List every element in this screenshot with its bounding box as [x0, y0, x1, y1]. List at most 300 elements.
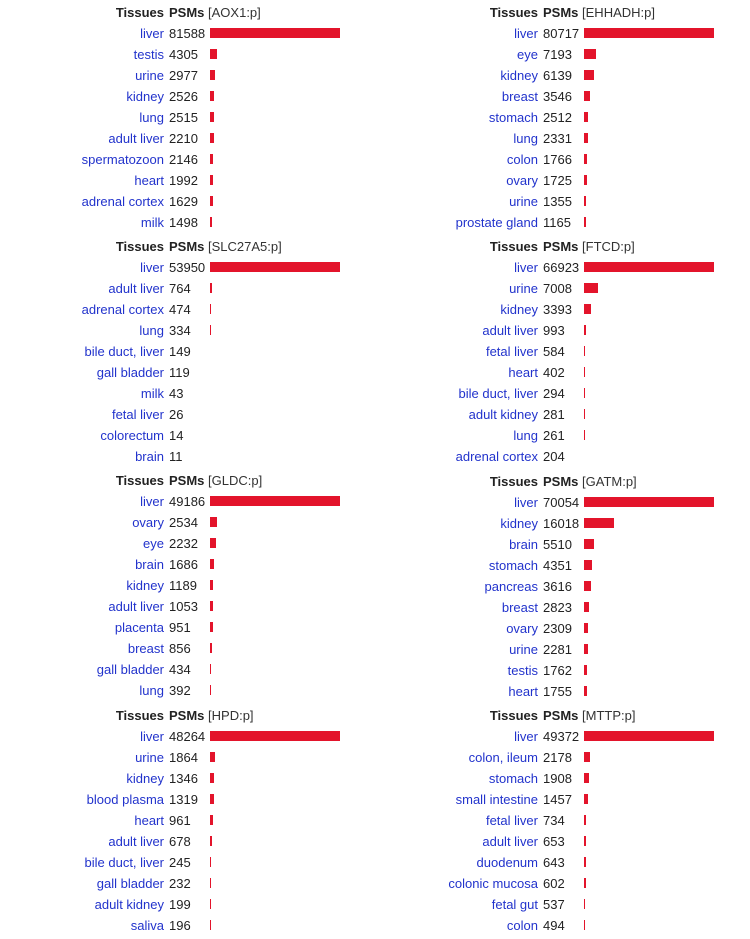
psm-bar [584, 367, 585, 377]
psms-header [169, 470, 262, 491]
psms-header [543, 705, 635, 726]
psm-bar [584, 815, 586, 825]
table-row [374, 44, 734, 65]
psm-bar [210, 91, 214, 101]
table-row [374, 425, 734, 446]
table-row [374, 383, 734, 404]
psm-panel [374, 705, 734, 939]
psm-count: 1992 [169, 173, 198, 188]
psm-count: 3546 [543, 89, 572, 104]
table-row [374, 492, 734, 513]
psm-bar [584, 623, 588, 633]
psm-bar [210, 112, 214, 122]
psm-count: 7193 [543, 47, 572, 62]
psm-count: 1498 [169, 215, 198, 230]
tissue-link[interactable]: ovary [506, 173, 538, 188]
tissue-link[interactable]: stomach [488, 558, 538, 573]
table-row [0, 554, 360, 575]
tissue-link[interactable]: eye [517, 47, 538, 62]
tissue-link[interactable]: placenta [114, 620, 164, 635]
tissue-link[interactable]: adult liver [482, 323, 538, 338]
psm-count: 70054 [543, 495, 580, 510]
tissue-link[interactable]: urine [135, 750, 164, 765]
tissue-link[interactable]: kidney [500, 516, 538, 531]
tissue-link[interactable]: milk [140, 386, 164, 401]
psm-count: 643 [543, 855, 565, 870]
psm-bar [210, 28, 340, 38]
tissue-link[interactable]: liver [514, 729, 538, 744]
psm-panel [374, 236, 734, 470]
table-row [374, 789, 734, 810]
psm-bar [210, 133, 214, 143]
psm-bar [210, 857, 211, 867]
table-row [0, 425, 360, 446]
tissue-link[interactable]: adult kidney [94, 897, 164, 912]
psm-count: 232 [169, 876, 191, 891]
tissue-link[interactable]: blood plasma [86, 792, 164, 807]
tissue-link[interactable]: gall bladder [96, 365, 164, 380]
tissue-link[interactable]: ovary [506, 621, 538, 636]
psm-bar [210, 196, 213, 206]
tissue-link[interactable]: brain [509, 537, 538, 552]
tissue-link[interactable]: liver [140, 494, 164, 509]
psm-bar [210, 175, 213, 185]
psm-bar [210, 836, 212, 846]
psm-bar [584, 518, 614, 528]
tissues-header: Tissues [115, 5, 164, 20]
psm-bar [210, 899, 211, 909]
table-row [0, 362, 360, 383]
psm-count: 474 [169, 302, 191, 317]
psm-bar [584, 836, 586, 846]
tissue-link[interactable]: colon, ileum [468, 750, 538, 765]
psm-count: 434 [169, 662, 191, 677]
table-row [0, 894, 360, 915]
tissue-link[interactable]: eye [143, 536, 164, 551]
table-row [0, 404, 360, 425]
tissue-link[interactable]: pancreas [484, 579, 538, 594]
psm-bar [210, 559, 214, 569]
table-row [374, 639, 734, 660]
psm-count: 3393 [543, 302, 572, 317]
psm-bar [584, 920, 585, 930]
tissue-link[interactable]: adrenal cortex [81, 302, 164, 317]
table-row [0, 852, 360, 873]
psm-count: 2309 [543, 621, 572, 636]
psm-count: 1686 [169, 557, 198, 572]
tissue-link[interactable]: duodenum [476, 855, 538, 870]
tissue-link[interactable]: bile duct, liver [458, 386, 538, 401]
psm-bar [210, 752, 215, 762]
gene-label: [FTCD:p] [578, 239, 635, 254]
table-row [374, 446, 734, 467]
tissue-link[interactable]: urine [509, 281, 538, 296]
psm-bar [210, 815, 213, 825]
psms-header [543, 2, 655, 23]
table-row [374, 212, 734, 233]
table-row [374, 726, 734, 747]
tissue-link[interactable]: lung [513, 131, 538, 146]
psm-count: 53950 [169, 260, 206, 275]
tissue-link[interactable]: heart [134, 173, 164, 188]
table-row [0, 65, 360, 86]
psm-bar [584, 325, 586, 335]
psm-bar [584, 581, 591, 591]
tissue-link[interactable]: urine [135, 68, 164, 83]
psm-count: 392 [169, 683, 191, 698]
psm-panel [374, 2, 734, 236]
psms-header [169, 236, 282, 257]
table-row [0, 383, 360, 404]
tissue-link[interactable]: breast [501, 600, 538, 615]
psm-bar [210, 794, 214, 804]
table-row [0, 747, 360, 768]
psm-panel [0, 236, 360, 470]
psm-count: 2210 [169, 131, 198, 146]
psm-count: 199 [169, 897, 191, 912]
table-row [374, 513, 734, 534]
psm-count: 1457 [543, 792, 572, 807]
table-row [0, 575, 360, 596]
psm-bar [210, 538, 216, 548]
tissue-link[interactable]: liver [140, 260, 164, 275]
psm-count: 856 [169, 641, 191, 656]
psm-count: 584 [543, 344, 565, 359]
tissue-link[interactable]: spermatozoon [81, 152, 164, 167]
psm-bar [584, 878, 586, 888]
psm-count: 2281 [543, 642, 572, 657]
table-row [374, 618, 734, 639]
table-row [0, 446, 360, 467]
table-row [0, 23, 360, 44]
psm-bar [584, 175, 587, 185]
psm-bar [210, 643, 212, 653]
psm-panel [374, 471, 734, 705]
tissue-link[interactable]: lung [139, 110, 164, 125]
table-row [0, 170, 360, 191]
psm-bar [584, 388, 585, 398]
psm-bar [210, 496, 340, 506]
psm-count: 245 [169, 855, 191, 870]
gene-label: [SLC27A5:p] [204, 239, 282, 254]
tissue-link[interactable]: colon [506, 152, 538, 167]
psm-bar [584, 560, 592, 570]
tissue-link[interactable]: bile duct, liver [84, 344, 164, 359]
psms-label: PSMs [543, 5, 579, 20]
table-row [0, 617, 360, 638]
psms-header [169, 2, 261, 23]
psm-count: 537 [543, 897, 565, 912]
table-row [374, 852, 734, 873]
tissue-link[interactable]: liver [514, 260, 538, 275]
table-row [374, 831, 734, 852]
psms-header [543, 236, 635, 257]
psm-count: 2512 [543, 110, 572, 125]
psm-count: 66923 [543, 260, 580, 275]
tissue-link[interactable]: stomach [488, 110, 538, 125]
psm-count: 764 [169, 281, 191, 296]
tissue-link[interactable]: heart [508, 684, 538, 699]
tissue-link[interactable]: ovary [132, 515, 164, 530]
table-row [374, 576, 734, 597]
psm-count: 1346 [169, 771, 198, 786]
tissue-link[interactable]: lung [513, 428, 538, 443]
tissue-link[interactable]: breast [501, 89, 538, 104]
psm-bar [210, 920, 211, 930]
tissue-link[interactable]: adult liver [108, 281, 164, 296]
table-row [0, 638, 360, 659]
psm-count: 1319 [169, 792, 198, 807]
tissue-link[interactable]: liver [140, 26, 164, 41]
table-row [0, 278, 360, 299]
gene-label: [AOX1:p] [204, 5, 261, 20]
tissue-link[interactable]: adrenal cortex [455, 449, 538, 464]
table-row [0, 212, 360, 233]
tissue-link[interactable]: gall bladder [96, 662, 164, 677]
tissue-link[interactable]: kidney [126, 578, 164, 593]
psm-bar [584, 112, 588, 122]
tissues-header: Tissues [115, 473, 164, 488]
psm-bar [210, 304, 211, 314]
tissue-link[interactable]: kidney [500, 302, 538, 317]
tissue-link[interactable]: adult kidney [468, 407, 538, 422]
psm-bar [584, 346, 585, 356]
tissue-link[interactable]: kidney [126, 89, 164, 104]
psm-bar [584, 49, 596, 59]
gene-label: [GLDC:p] [204, 473, 263, 488]
psm-bar [584, 430, 585, 440]
psm-count: 281 [543, 407, 565, 422]
psm-bar [584, 644, 588, 654]
tissue-link[interactable]: adult liver [108, 599, 164, 614]
tissue-link[interactable]: heart [508, 365, 538, 380]
psm-panel [0, 470, 360, 704]
psm-count: 2331 [543, 131, 572, 146]
tissue-link[interactable]: stomach [488, 771, 538, 786]
table-row [374, 341, 734, 362]
tissue-link[interactable]: colon [506, 918, 538, 933]
psm-count: 653 [543, 834, 565, 849]
tissue-link[interactable]: urine [509, 194, 538, 209]
tissue-link[interactable]: fetal gut [491, 897, 538, 912]
psms-label: PSMs [169, 5, 205, 20]
table-row [374, 915, 734, 936]
psm-count: 3616 [543, 579, 572, 594]
table-row [374, 191, 734, 212]
tissue-link[interactable]: milk [140, 215, 164, 230]
psm-bar [584, 91, 590, 101]
tissue-link[interactable]: adult liver [108, 834, 164, 849]
psm-count: 2146 [169, 152, 198, 167]
psm-bar [210, 580, 213, 590]
psm-count: 1864 [169, 750, 198, 765]
psm-count: 261 [543, 428, 565, 443]
psm-count: 734 [543, 813, 565, 828]
tissue-link[interactable]: brain [135, 449, 164, 464]
psm-count: 294 [543, 386, 565, 401]
table-row [374, 278, 734, 299]
psm-count: 4351 [543, 558, 572, 573]
table-row [0, 128, 360, 149]
psm-count: 2823 [543, 600, 572, 615]
tissue-link[interactable]: lung [139, 323, 164, 338]
psm-bar [584, 409, 585, 419]
tissue-link[interactable]: prostate gland [455, 215, 538, 230]
gene-label: [HPD:p] [204, 708, 254, 723]
tissues-header: Tissues [489, 708, 538, 723]
psm-bar [584, 133, 588, 143]
psm-bar [210, 70, 215, 80]
tissue-link[interactable]: adrenal cortex [81, 194, 164, 209]
psm-bar [584, 794, 588, 804]
psm-count: 2977 [169, 68, 198, 83]
psm-count: 16018 [543, 516, 580, 531]
psm-count: 49372 [543, 729, 580, 744]
psm-count: 1766 [543, 152, 572, 167]
psm-count: 1355 [543, 194, 572, 209]
psms-label: PSMs [169, 708, 205, 723]
table-row [374, 534, 734, 555]
table-row [374, 149, 734, 170]
psm-count: 1762 [543, 663, 572, 678]
tissue-link[interactable]: saliva [130, 918, 164, 933]
psms-header [543, 471, 637, 492]
psm-count: 5510 [543, 537, 572, 552]
psm-bar [584, 283, 598, 293]
psm-count: 2232 [169, 536, 198, 551]
psms-header [169, 705, 254, 726]
table-row [0, 726, 360, 747]
table-row [0, 789, 360, 810]
table-row [0, 512, 360, 533]
table-row [0, 299, 360, 320]
tissue-link[interactable]: testis [133, 47, 164, 62]
table-row [374, 320, 734, 341]
psm-count: 204 [543, 449, 565, 464]
table-row [374, 810, 734, 831]
psm-count: 1629 [169, 194, 198, 209]
psm-count: 26 [169, 407, 184, 422]
table-row [0, 810, 360, 831]
psm-panel [0, 705, 360, 939]
psm-count: 402 [543, 365, 565, 380]
tissue-link[interactable]: liver [514, 495, 538, 510]
tissues-header: Tissues [115, 239, 164, 254]
psm-bar [210, 664, 211, 674]
psm-bar [584, 731, 714, 741]
table-row [374, 65, 734, 86]
psm-bar [584, 70, 594, 80]
psm-count: 196 [169, 918, 191, 933]
psm-bar [584, 686, 587, 696]
table-row [374, 170, 734, 191]
table-row [0, 768, 360, 789]
psm-bar [584, 28, 714, 38]
tissue-link[interactable]: liver [140, 729, 164, 744]
tissue-link[interactable]: brain [135, 557, 164, 572]
psm-bar [210, 685, 211, 695]
psm-count: 80717 [543, 26, 580, 41]
psm-count: 1908 [543, 771, 572, 786]
psm-count: 2178 [543, 750, 572, 765]
psm-count: 49186 [169, 494, 206, 509]
tissue-link[interactable]: adult liver [108, 131, 164, 146]
tissue-link[interactable]: small intestine [455, 792, 538, 807]
tissue-link[interactable]: lung [139, 683, 164, 698]
table-row [0, 491, 360, 512]
table-row [374, 555, 734, 576]
table-row [374, 894, 734, 915]
tissue-link[interactable]: colonic mucosa [448, 876, 538, 891]
tissue-link[interactable]: fetal liver [485, 813, 538, 828]
tissue-link[interactable]: fetal liver [111, 407, 164, 422]
tissue-link[interactable]: bile duct, liver [84, 855, 164, 870]
psm-count: 494 [543, 918, 565, 933]
psm-bar [210, 622, 213, 632]
tissue-link[interactable]: colorectum [100, 428, 164, 443]
table-row [374, 681, 734, 702]
psm-bar [210, 601, 213, 611]
psm-bar [584, 857, 586, 867]
psm-count: 149 [169, 344, 191, 359]
tissue-link[interactable]: fetal liver [485, 344, 538, 359]
psm-count: 1165 [543, 215, 571, 230]
psm-bar [584, 752, 590, 762]
psm-count: 602 [543, 876, 565, 891]
tissue-link[interactable]: heart [134, 813, 164, 828]
table-row [0, 86, 360, 107]
tissue-link[interactable]: adult liver [482, 834, 538, 849]
table-row [374, 660, 734, 681]
psm-count: 14 [169, 428, 184, 443]
psm-bar [584, 539, 594, 549]
psm-bar [210, 773, 214, 783]
psm-count: 334 [169, 323, 191, 338]
psm-count: 2515 [169, 110, 198, 125]
tissues-header: Tissues [489, 474, 538, 489]
table-row [374, 107, 734, 128]
tissues-header: Tissues [489, 239, 538, 254]
psm-bar [584, 262, 714, 272]
tissue-link[interactable]: kidney [126, 771, 164, 786]
table-row [0, 680, 360, 701]
psm-count: 1725 [543, 173, 572, 188]
table-row [374, 86, 734, 107]
psm-bar [210, 49, 217, 59]
tissue-link[interactable]: urine [509, 642, 538, 657]
table-row [374, 747, 734, 768]
table-row [0, 873, 360, 894]
tissue-link[interactable]: gall bladder [96, 876, 164, 891]
tissue-link[interactable]: kidney [500, 68, 538, 83]
tissue-link[interactable]: testis [507, 663, 538, 678]
psm-bar [584, 602, 589, 612]
psm-count: 961 [169, 813, 191, 828]
table-row [0, 107, 360, 128]
psm-bar [584, 899, 585, 909]
table-row [374, 128, 734, 149]
psm-bar [210, 731, 340, 741]
tissue-link[interactable]: liver [514, 26, 538, 41]
psm-count: 2534 [169, 515, 198, 530]
psm-bar [584, 665, 587, 675]
psms-label: PSMs [543, 708, 579, 723]
psm-count: 48264 [169, 729, 206, 744]
tissue-link[interactable]: breast [127, 641, 164, 656]
psm-count: 1189 [169, 578, 197, 593]
psm-bar [210, 283, 212, 293]
psm-count: 951 [169, 620, 191, 635]
